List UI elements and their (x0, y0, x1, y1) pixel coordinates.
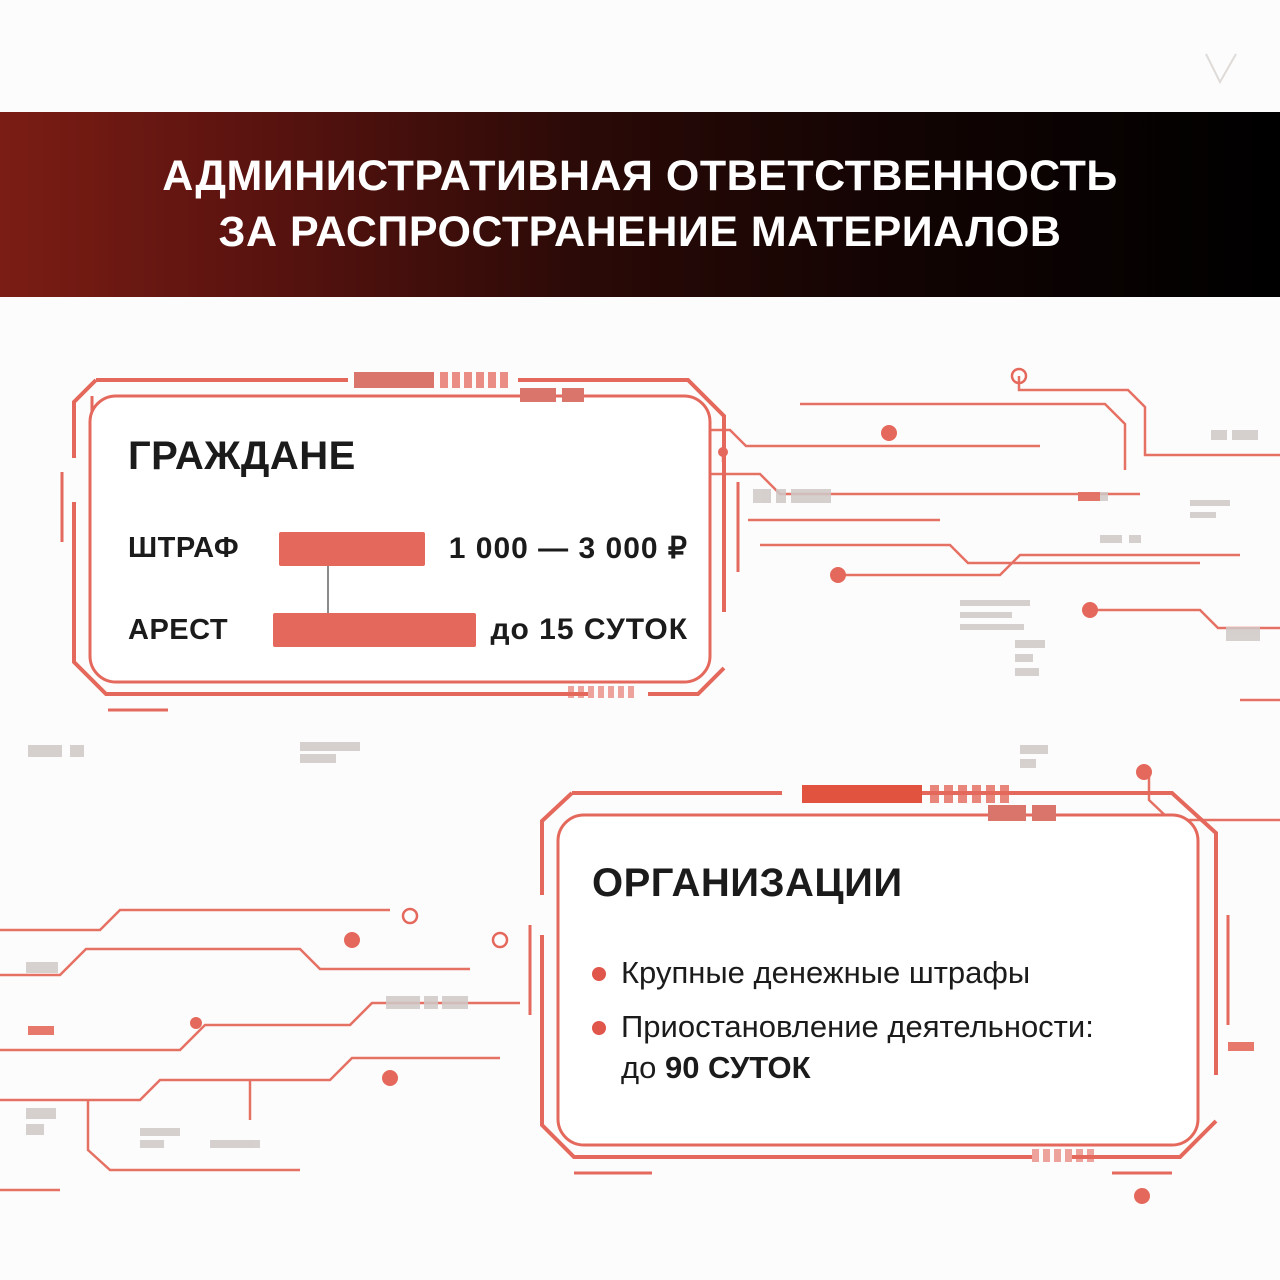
list-item (592, 1007, 1094, 1088)
bullet-text-2-emphasis (621, 1048, 1094, 1088)
panel-citizens-title: ГРАЖДАНЕ (128, 434, 356, 478)
corner-mark-icon (1204, 52, 1238, 86)
row-arrest-value: до 15 СУТОК (490, 613, 688, 646)
organizations-bullet-list (592, 953, 1094, 1102)
row-arrest-bar (273, 613, 476, 647)
bullet-text-2: Приостановление деятельности: (621, 1009, 1094, 1045)
row-fine-value: 1 000 — 3 000 ₽ (448, 532, 688, 565)
bullet-text-2-prefix: до (621, 1049, 665, 1085)
bullet-text-1: Крупные денежные штрафы (621, 955, 1031, 990)
header-title-line2: ЗА РАСПРОСТРАНЕНИЕ МАТЕРИАЛОВ (218, 207, 1062, 256)
row-fine-bar (279, 532, 425, 566)
bullet-text-2-bold: 90 СУТОК (664, 1049, 811, 1085)
list-item (592, 953, 1094, 993)
panel-organizations (512, 775, 1240, 1195)
bullet-dot-icon (592, 967, 606, 981)
row-fine (128, 531, 688, 566)
row-fine-label: ШТРАФ (128, 532, 240, 564)
header-banner (0, 112, 1280, 297)
panel-organizations-title: ОРГАНИЗАЦИИ (592, 861, 903, 905)
bullet-dot-icon (592, 1021, 606, 1035)
row-arrest (128, 613, 688, 647)
row-arrest-label: АРЕСТ (128, 613, 229, 646)
panel-citizens (48, 362, 748, 732)
header-title-line1: АДМИНИСТРАТИВНАЯ ОТВЕТСТВЕННОСТЬ (162, 152, 1118, 201)
